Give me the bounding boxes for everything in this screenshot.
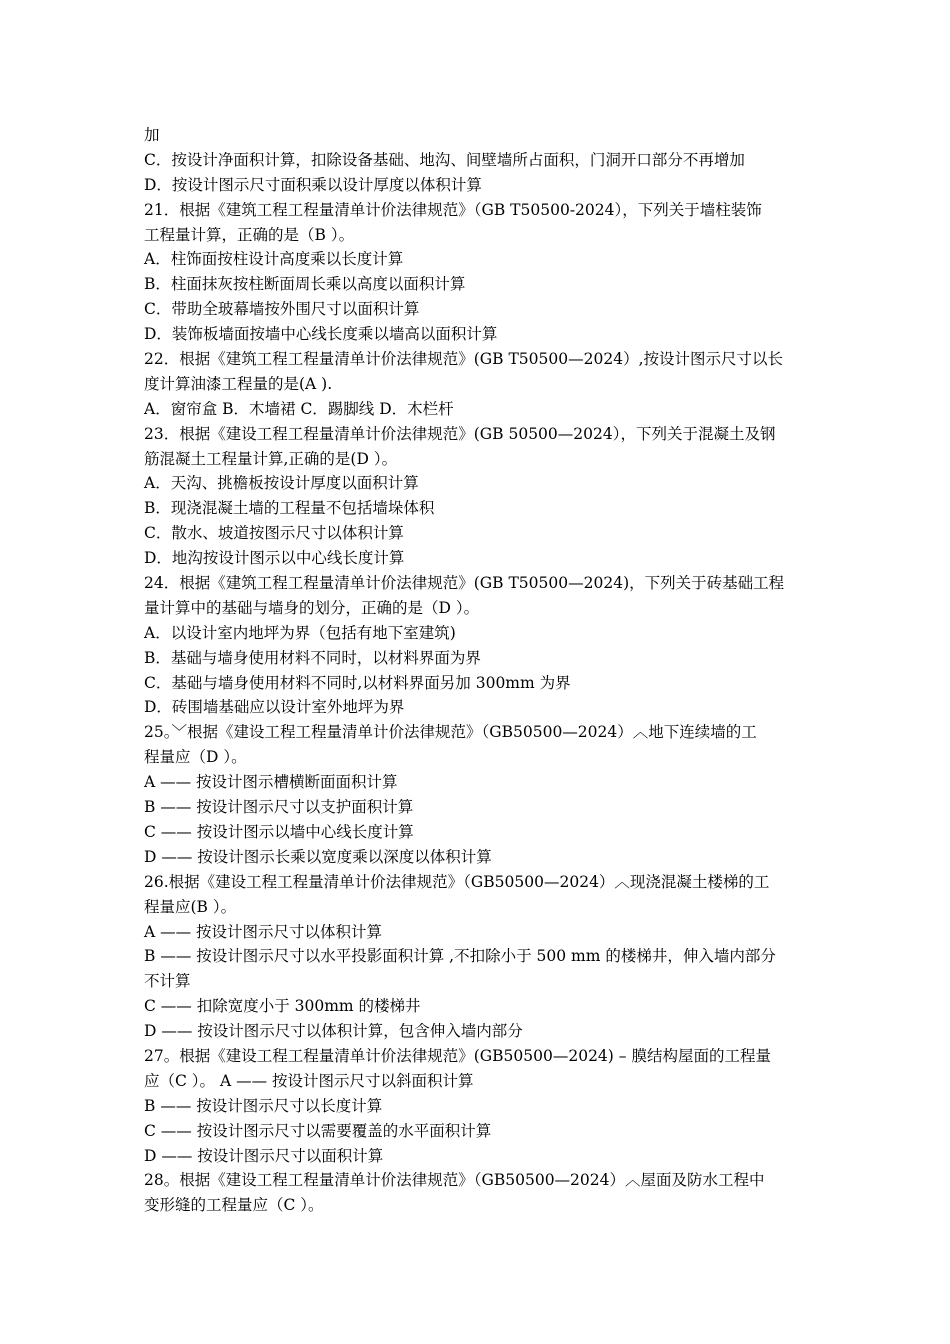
question-22-line: 22．根据《建筑工程工程量清单计价法律规范》(GB T50500—2024）,按设计图示尺寸以长: [144, 350, 783, 369]
question-21-line: 21．根据《建筑工程工程量清单计价法律规范》（GB T50500-2024），下列关于墙柱装饰: [144, 200, 762, 219]
question-24-line: 24．根据《建筑工程工程量清单计价法律规范》(GB T50500—2024)，下列关于砖基础工程: [144, 574, 785, 593]
question-23-line: 23．根据《建设工程工程量清单计价法律规范》(GB 50500—2024），下列关于混凝土及钢: [144, 424, 776, 443]
text-line: 加: [144, 126, 160, 144]
question-25-line: 25。﹀根据《建设工程工程量清单计价法律规范》（GB50500—2024）︿地下连续墙的工: [144, 723, 757, 742]
option-line: B．柱面抹灰按柱断面周长乘以高度以面积计算: [144, 275, 466, 294]
option-line: D —— 按设计图示尺寸以体积计算，包含伸入墙内部分: [144, 1022, 523, 1041]
question-27-line: 27。根据《建设工程工程量清单计价法律规范》(GB50500—2024) – 膜结构屋面的工程量: [144, 1046, 771, 1065]
text-line: 度计算油漆工程量的是(A ).: [144, 374, 333, 393]
option-line: C．带助全玻幕墙按外围尺寸以面积计算: [144, 300, 420, 319]
option-line: C．散水、坡道按图示尺寸以体积计算: [144, 524, 404, 543]
text-line: D．按设计图示尺寸面积乘以设计厚度以体积计算: [144, 175, 482, 194]
option-line: C —— 按设计图示以墙中心线长度计算: [144, 822, 414, 841]
text-line: 量计算中的基础与墙身的划分，正确的是（D ）。: [144, 598, 480, 617]
text-line: 不计算: [144, 972, 191, 991]
text-line: 程量应(B ）。: [144, 897, 237, 916]
option-line: B —— 按设计图示尺寸以支护面积计算: [144, 798, 414, 817]
option-line: B —— 按设计图示尺寸以水平投影面积计算 ,不扣除小于 500 mm 的楼梯井，伸入墙内部分: [144, 947, 776, 966]
option-line: B．基础与墙身使用材料不同时，以材料界面为界: [144, 648, 481, 667]
option-line: D —— 按设计图示尺寸以面积计算: [144, 1146, 384, 1165]
option-line: D —— 按设计图示长乘以宽度乘以深度以体积计算: [144, 847, 492, 866]
option-line: A．天沟、挑檐板按设计厚度以面积计算: [144, 474, 419, 493]
option-line: A．柱饰面按柱设计高度乘以长度计算: [144, 250, 404, 269]
option-line: A．窗帘盒 B．木墙裙 C．踢脚线 D．木栏杆: [144, 399, 454, 418]
text-line: C．按设计净面积计算，扣除设备基础、地沟、间壁墙所占面积，门洞开口部分不再增加: [144, 150, 745, 169]
option-line: C．基础与墙身使用材料不同时,以材料界面另加 300mm 为界: [144, 673, 571, 692]
option-line: A．以设计室内地坪为界（包括有地下室建筑): [144, 623, 456, 642]
text-line: 应（C ）。 A —— 按设计图示尺寸以斜面积计算: [144, 1071, 474, 1090]
option-line: C —— 按设计图示尺寸以需要覆盖的水平面积计算: [144, 1121, 492, 1140]
question-28-line: 28。根据《建设工程工程量清单计价法律规范》（GB50500—2024）︿屋面及防水工程中: [144, 1171, 765, 1190]
option-line: B．现浇混凝土墙的工程量不包括墙垛体积: [144, 499, 435, 518]
option-line: B —— 按设计图示尺寸以长度计算: [144, 1096, 383, 1115]
option-line: A —— 按设计图示尺寸以体积计算: [144, 922, 383, 941]
option-line: D．砖围墙基础应以设计室外地坪为界: [144, 698, 405, 717]
text-line: 筋混凝土工程量计算,正确的是(D ）。: [144, 449, 398, 468]
question-26-line: 26.根据《建设工程工程量清单计价法律规范》（GB50500—2024）︿现浇混凝土楼梯的工: [144, 872, 770, 891]
document-body: [144, 123, 808, 1218]
text-line: 变形缝的工程量应（C ）。: [144, 1196, 324, 1215]
option-line: D．地沟按设计图示以中心线长度计算: [144, 549, 405, 568]
option-line: A —— 按设计图示槽横断面面积计算: [144, 773, 398, 792]
text-line: 程量应（D ）。: [144, 748, 247, 767]
text-line: 工程量计算，正确的是（B ）。: [144, 225, 355, 244]
option-line: C —— 扣除宽度小于 300mm 的楼梯井: [144, 997, 421, 1016]
option-line: D．装饰板墙面按墙中心线长度乘以墙高以面积计算: [144, 325, 498, 344]
